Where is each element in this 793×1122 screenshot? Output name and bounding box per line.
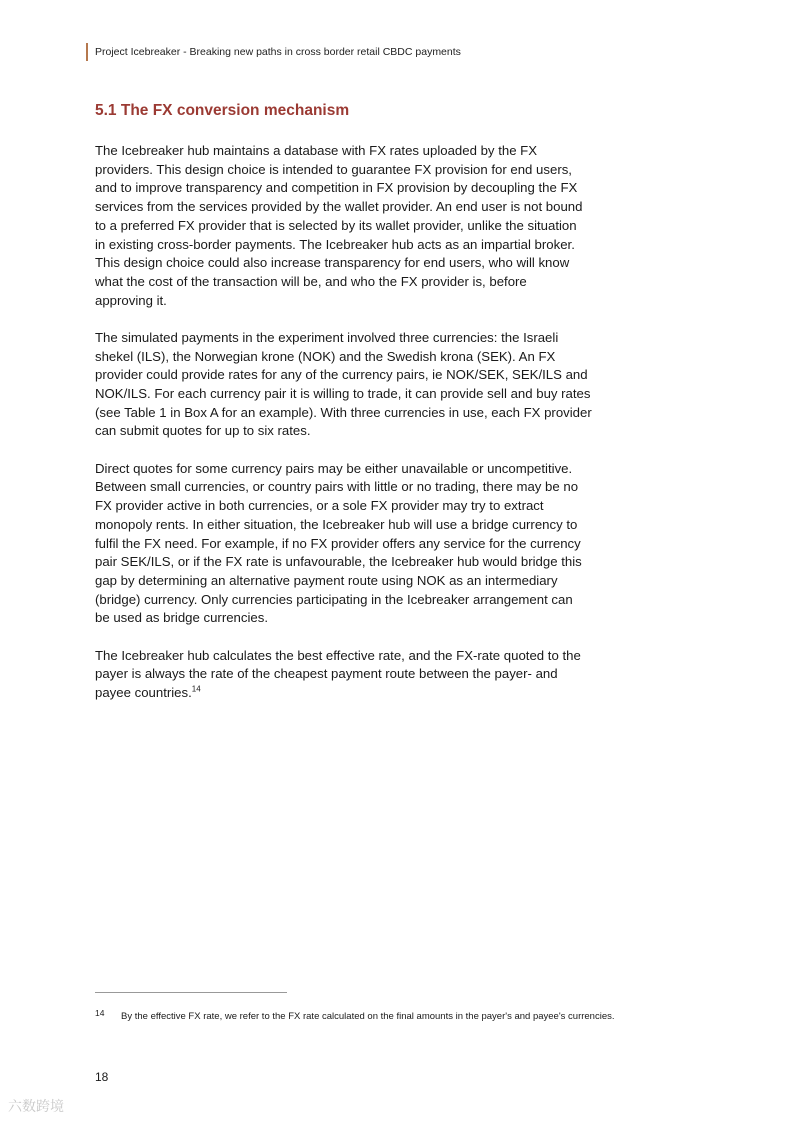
text-line: Direct quotes for some currency pairs may be either unavailable or uncompetitive. [95, 460, 573, 476]
text-line: can submit quotes for up to six rates. [95, 423, 311, 439]
text-line: shekel (ILS), the Norwegian krone (NOK) and the Swedish krona (SEK). An FX [95, 348, 556, 364]
text-line: The Icebreaker hub calculates the best effective rate, and the FX-rate quoted to the [95, 647, 581, 663]
text-line: in existing cross-border payments. The Icebreaker hub acts as an impartial broker. [95, 236, 575, 252]
paragraph-4 [95, 647, 623, 703]
footnote-number: 14 [95, 1008, 105, 1018]
body-text [95, 142, 623, 721]
text-line: what the cost of the transaction will be, and who the FX provider is, before [95, 273, 527, 289]
text-line: payer is always the rate of the cheapest payment route between the payer- and [95, 666, 558, 682]
page-number: 18 [95, 1070, 109, 1084]
text-line: to a preferred FX provider that is selected by its wallet provider, unlike the situation [95, 217, 577, 233]
footnote-reference[interactable]: 14 [191, 684, 201, 694]
text-line [95, 684, 623, 703]
text-line: approving it. [95, 292, 167, 308]
text-line: (bridge) currency. Only currencies participating in the Icebreaker arrangement can [95, 591, 573, 607]
text-line: pair SEK/ILS, or if the FX rate is unfavourable, the Icebreaker hub would bridge this [95, 554, 582, 570]
paragraph-1 [95, 142, 623, 310]
text-line: monopoly rents. In either situation, the Icebreaker hub will use a bridge currency to [95, 516, 578, 532]
section-title: 5.1 The FX conversion mechanism [95, 102, 350, 119]
paragraph-2 [95, 329, 623, 441]
text-line: NOK/ILS. For each currency pair it is willing to trade, it can provide sell and buy rates [95, 386, 591, 402]
text-line: provider could provide rates for any of the currency pairs, ie NOK/SEK, SEK/ILS and [95, 367, 588, 383]
text-line: providers. This design choice is intended to guarantee FX provision for end users, [95, 161, 572, 177]
text-line: FX provider active in both currencies, or a sole FX provider may try to extract [95, 498, 544, 514]
text-line-content: payee countries. [95, 685, 192, 701]
running-header: Project Icebreaker - Breaking new paths in cross border retail CBDC payments [95, 46, 461, 58]
watermark-logo [8, 1096, 64, 1116]
text-line: be used as bridge currencies. [95, 610, 269, 626]
text-line: gap by determining an alternative payment route using NOK as an intermediary [95, 572, 558, 588]
watermark-text: 六数跨境 [8, 1098, 64, 1114]
paragraph-3 [95, 460, 623, 628]
text-line: This design choice could also increase transparency for end users, who will know [95, 255, 570, 271]
footnote-divider [95, 992, 287, 993]
footnote-text: By the effective FX rate, we refer to the FX rate calculated on the final amounts in the payer's and payee's currencies. [121, 1011, 615, 1022]
text-line: and to improve transparency and competition in FX provision by decoupling the FX [95, 180, 578, 196]
header-accent-bar [86, 43, 88, 61]
text-line: The simulated payments in the experiment involved three currencies: the Israeli [95, 329, 559, 345]
text-line: services from the services provided by the wallet provider. An end user is not bound [95, 199, 583, 215]
text-line: Between small currencies, or country pairs with little or no trading, there may be no [95, 479, 579, 495]
text-line: The Icebreaker hub maintains a database with FX rates uploaded by the FX [95, 143, 538, 158]
text-line: fulfil the FX need. For example, if no FX provider offers any service for the currency [95, 535, 581, 551]
text-line: (see Table 1 in Box A for an example). With three currencies in use, each FX provider [95, 404, 592, 420]
